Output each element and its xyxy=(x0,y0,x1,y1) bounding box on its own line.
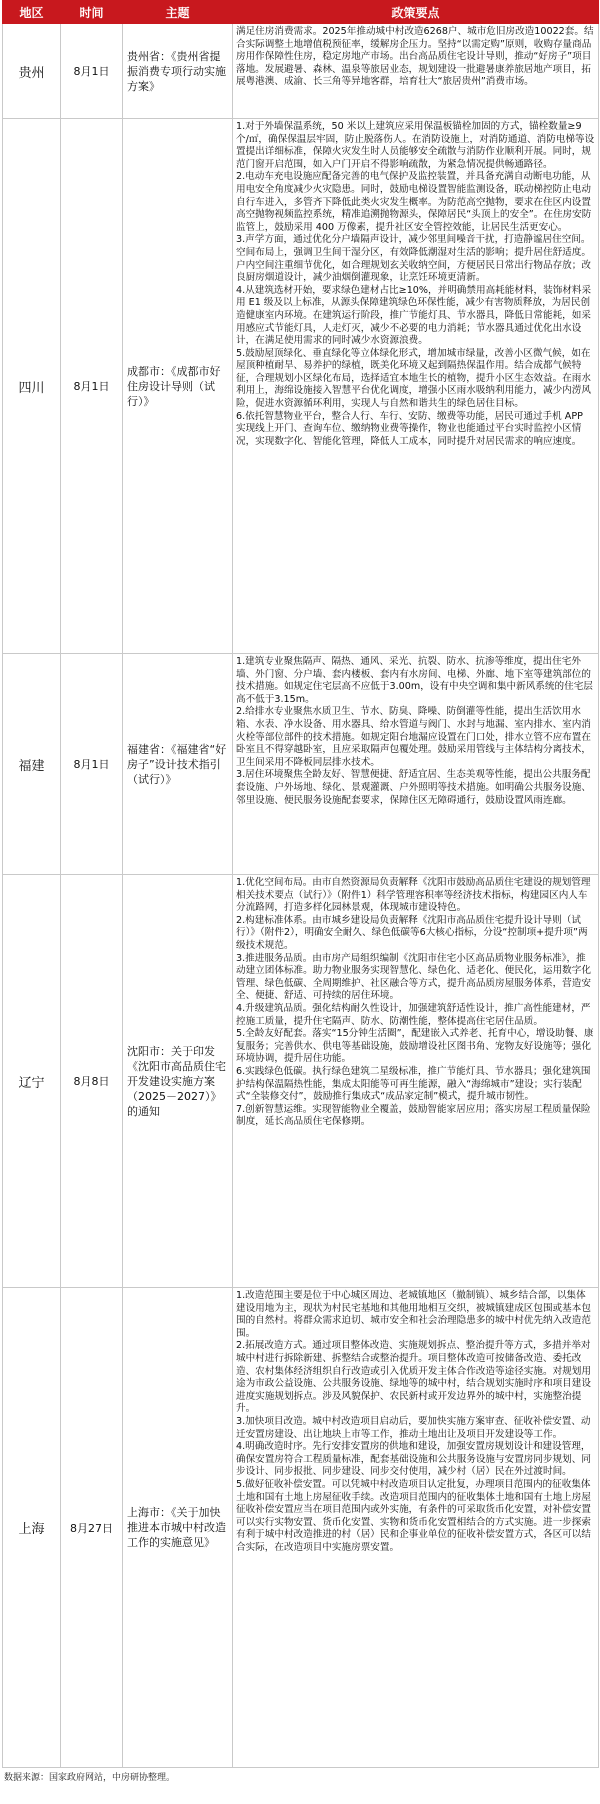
table-header-row xyxy=(3,1,599,24)
region-cell: 辽宁 xyxy=(3,875,61,1288)
policy-point: 1.对于外墙保温系统，50 米以上建筑应采用保温板锚栓加固的方式，锚栓数量≥9 个/㎡，确保保温层牢固，防止脱落伤人。在消防设施上，对消防通道、消防电梯等设置提出详细标准，保障火灾发生时人员能够安全疏散与消防作业顺利开展。同时，规范门窗开启范围，如入户门开启不得影响疏散，为紧急情况提供畅通路径。 xyxy=(236,121,595,170)
column-header-subject: 主题 xyxy=(123,1,233,24)
points-cell xyxy=(233,119,599,654)
date-cell: 8月1日 xyxy=(61,119,123,654)
policy-point: 1.优化空间布局。由市自然资源局负责解释《沈阳市鼓励高品质住宅建设的规划管理相关技术要点（试行）》（附件1）科学管理容积率等经济技术指标，构建园区内人车分流路网，打造多样化园林景观，体现城市建设特色。 xyxy=(236,877,591,914)
points-cell xyxy=(233,24,599,119)
policy-point: 3.声学方面，通过优化分户墙隔声设计，减少邻里间噪音干扰，打造静谧居住空间。空间布局上，强调卫生间干湿分区，有效降低潮湿对生活的影响；提升居住舒适度。户内空间注重细节优化，如合理规划玄关收纳空间，方便居民日常出行物品存放；改良厨房烟道设计，减少油烟倒灌现象，让烹饪环境更清新。 xyxy=(236,234,591,284)
date-cell: 8月1日 xyxy=(61,24,123,119)
policy-point: 4.从建筑选材开始，要求绿色建材占比≥10%，并明确禁用高耗能材料，装饰材料采用 E1 级及以上标准，从源头保障建筑绿色环保性能，减少有害物质释放，为居民创造健康室内环境。在建筑运行阶段，推广节能灯具、节水器具，降低日常能耗，如采用感应式节能灯具，人走灯灭，减少不必要的电力消耗；节水器具通过优化出水设计，在满足使用需求的同时减少水资源浪费。 xyxy=(236,284,592,347)
policy-point: 6.实践绿色低碳。执行绿色建筑二星级标准，推广节能灯具、节水器具；强化建筑围护结构保温隔热性能，集成太阳能等可再生能源，融入“海绵城市”建设；实行装配式“全装修交付”，鼓励推行集成式“成品家定制”模式，提升城市韧性。 xyxy=(236,1065,591,1103)
column-header-region: 地区 xyxy=(3,1,61,24)
table-row xyxy=(3,1288,599,1768)
points-cell xyxy=(233,1288,599,1768)
region-cell: 贵州 xyxy=(3,24,61,119)
date-cell: 8月1日 xyxy=(61,654,123,875)
policy-point: 2.电动车充电设施应配备完善的电气保护及监控装置，并具备充满自动断电功能，从用电安全角度减少火灾隐患。同时，鼓励电梯设置智能监测设备，联动梯控防止电动自行车进入，多管齐下降低此类火灾发生概率。为防范高空抛物，要求在住区内设置高空抛物视频监控系统，精准追溯抛物源头，保障居民“头顶上的安全”。在住房安防监管上，鼓励采用 400 万像素，提升社区安全管控效能，让居民生活更安心。 xyxy=(236,171,592,233)
subject-cell: 福建省：《福建省“好房子”设计技术指引（试行）》 xyxy=(123,654,233,875)
policy-point: 1.建筑专业聚焦隔声、隔热、通风、采光、抗裂、防水、抗渗等维度，提出住宅外墙、外门窗、分户墙、套内楼板、套内有水房间、电梯、外廊、地下室等建筑部位的技术措施。如规定住宅层高不应低于3.00m，设有中央空调和集中新风系统的住宅层高不低于3.15m。 xyxy=(236,656,593,705)
subject-cell: 沈阳市：关于印发《沈阳市高品质住宅开发建设实施方案（2025－2027）》的通知 xyxy=(123,875,233,1288)
policy-point: 4.升级建筑品质。强化结构耐久性设计，加强建筑舒适性设计，推广高性能建材，严控施工质量，提升住宅隔声、防水、防潮性能，整体提高住宅居住品质。 xyxy=(236,1002,591,1027)
region-cell: 四川 xyxy=(3,119,61,654)
policy-point: 2.给排水专业聚焦水质卫生、节水、防臭、降噪、防倒灌等性能，提出生活饮用水箱、水表、净水设备、用水器具、给水管道与阀门、水封与地漏、室内排水、室内消火栓等部位部件的技术措施。如规定阳台地漏应设置在门口处，排水立管不应布置在卧室且不得穿越卧室，且应采取隔声包覆处理。鼓励采用管线与主体结构分离技术，卫生间采用不降板同层排水技术。 xyxy=(236,706,591,768)
table-row xyxy=(3,654,599,875)
column-header-points: 政策要点 xyxy=(233,1,599,24)
table-row xyxy=(3,875,599,1288)
subject-cell: 贵州省：《贵州省提振消费专项行动实施方案》 xyxy=(123,24,233,119)
points-cell xyxy=(233,654,599,875)
policy-table xyxy=(2,0,599,1768)
subject-cell: 上海市：《关于加快推进本市城中村改造工作的实施意见》 xyxy=(123,1288,233,1768)
date-cell: 8月27日 xyxy=(61,1288,123,1768)
policy-point: 5.鼓励屋顶绿化、垂直绿化等立体绿化形式，增加城市绿量，改善小区微气候，如在屋顶种植耐旱、易养护的绿植，既美化环境又起到隔热保温作用。结合成都气候特征，合理规划小区绿化布局，选择适宜本地生长的植物，提升小区生态效益。在雨水利用上，海绵设施接入智慧平台优化调度，增强小区雨水吸纳利用能力，减少内涝风险，促进水资源循环利用，实现人与自然和谐共生的绿色居住目标。 xyxy=(236,347,591,410)
region-cell: 福建 xyxy=(3,654,61,875)
policy-point: 2.构建标准体系。由市城乡建设局负责解释《沈阳市高品质住宅提升设计导则（试行）》（附件2），明确安全耐久、绿色低碳等6大核心指标，分设“控制项+提升项”两级技术规范。 xyxy=(236,914,588,951)
policy-point: 4.明确改造时序。先行安排安置房的供地和建设，加强安置房规划设计和建设管理，确保安置房符合工程质量标准，配套基础设施和公共服务设施与安置房同步规划、同步设计、同步报批、同步建设、同步交付使用，减少村（居）民在外过渡时间。 xyxy=(236,1441,591,1478)
policy-point: 6.依托智慧物业平台，整合人行、车行、安防、缴费等功能，居民可通过手机 APP 实现线上开门、查询车位、缴纳物业费等操作，物业也能通过平台实时监控小区情况，实现数字化、智能化管理，降低人工成本，同时提升对居民需求的响应速度。 xyxy=(236,410,583,447)
region-cell: 上海 xyxy=(3,1288,61,1768)
table-row xyxy=(3,119,599,654)
policy-point: 5.全龄友好配套。落实“15分钟生活圈”，配建嵌入式养老、托育中心，增设助餐、康复服务；完善供水、供电等基础设施，鼓励增设社区图书角、宠物友好设施等；强化环境协调，提升居住功能。 xyxy=(236,1028,594,1065)
policy-point: 3.加快项目改造。城中村改造项目启动后，要加快实施方案审查、征收补偿安置、动迁安置房建设、出让地块上市等工作，推动土地出让及项目开发建设等工作。 xyxy=(236,1415,591,1440)
subject-cell: 成都市：《成都市好住房设计导则（试行）》 xyxy=(123,119,233,654)
policy-point: 5.做好征收补偿安置。可以凭城中村改造项目认定批复，办理项目范围内的征收集体土地和国有土地上房屋征收手续。改造项目范围内的征收集体土地和国有土地上房屋征收补偿安置应当在项目范围内或外实施，有条件的可采取货币化安置，对补偿安置可以实行实物安置、货币化安置、实物和货币化安置相结合的方式实施。进一步探索有利于城中村改造推进的村（居）民和企事业单位的征收补偿安置方式，各区可以结合实际，在改造项目中实施房票安置。 xyxy=(236,1478,591,1553)
policy-point: 3.推进服务品质。由市房产局组织编制《沈阳市住宅小区高品质物业服务标准》，推动建立团体标准。助力物业服务实现智慧化、绿色化、适老化、便民化，运用数字化管理、绿色低碳、全周期维护、社区融合等方式，提升高品质房屋服务体系，营造安全、便捷、舒适、可持续的居住环境。 xyxy=(236,952,591,1002)
policy-point: 满足住房消费需求。2025年推动城中村改造6268户、城市危旧房改造10022套。结合实际调整土地增值税预征率，缓解房企压力。坚持“以需定购”原则，收购存量商品房用作保障性住房，稳定房地产市场。出台高品质住宅设计导则，推动“好房子”项目落地。发展避暑、森林、温泉等旅居业态，规划建设一批避暑康养旅居地产项目，拓展粤港澳、成渝、长三角等异地客群，培育壮大“旅居贵州”消费市场。 xyxy=(236,26,594,88)
points-cell xyxy=(233,875,599,1288)
date-cell: 8月8日 xyxy=(61,875,123,1288)
policy-point: 3.居住环境聚焦全龄友好、智慧便捷、舒适宜居、生态美观等性能，提出公共服务配套设施、户外场地、绿化、景观灌溉、户外照明等技术措施。如明确公共服务设施、邻里设施、便民服务设施配套要求，保障住区无障碍通行，鼓励设置风雨连廊。 xyxy=(236,769,591,806)
policy-point: 1.改造范围主要是位于中心城区周边、老城镇地区（撤制镇）、城乡结合部，以集体建设用地为主，现状为村民宅基地和其他用地相互交织，被城镇建成区包围或基本包围的自然村。将群众需求迫切、城市安全和社会治理隐患多的城中村优先纳入改造范围。 xyxy=(236,1290,591,1339)
policy-point: 2.拓展改造方式。通过项目整体改造、实施规划拆点、整治提升等方式，多措并举对城中村进行拆除新建、拆整结合或整治提升。项目整体改造可按储备改造、委托改造、农村集体经济组织自行改造或引入优质开发主体合作改造等途径实施。对规划用途为市政公益设施、公共服务设施、绿地等的城中村，结合规划实施时序和项目建设进度实施规划拆点。涉及风貌保护、农民新村或开发边界外的城中村，实施整治提升。 xyxy=(236,1340,591,1415)
column-header-date: 时间 xyxy=(61,1,123,24)
table-row xyxy=(3,24,599,119)
policy-point: 7.创新智慧运维。实现智能物业全覆盖，鼓励智能家居应用；落实房屋工程质量保险制度，延长高品质住宅保修期。 xyxy=(236,1103,591,1128)
source-note: 数据来源：国家政府网站，中房研协整理。 xyxy=(4,1773,176,1783)
